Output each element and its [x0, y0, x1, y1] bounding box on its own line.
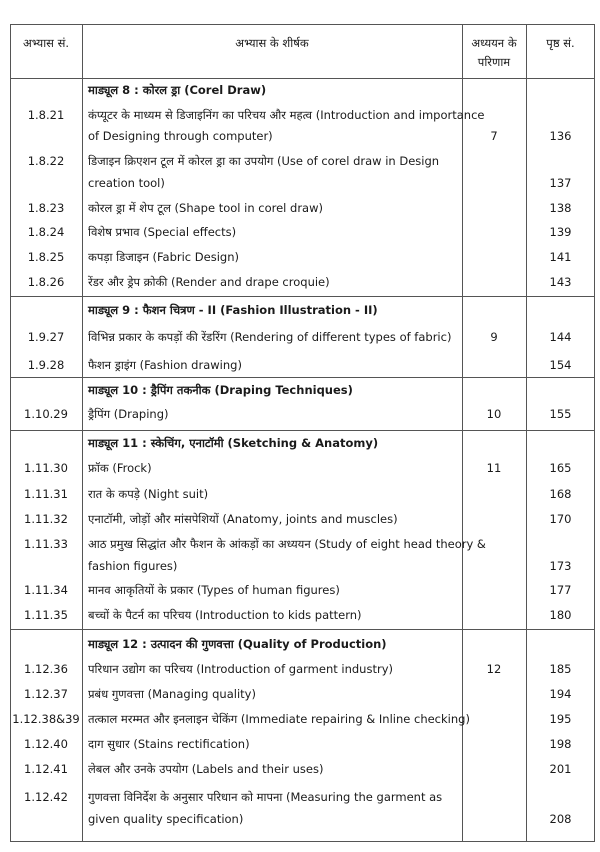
learning-outcome: 12	[486, 662, 502, 676]
exercise-number: 1.9.28	[27, 358, 65, 372]
page-number: 137	[549, 176, 572, 190]
header-exercise-no: अभ्यास सं.	[22, 36, 70, 50]
page-number: 136	[549, 129, 572, 143]
exercise-title: कोरल ड्रा में शेप टूल (Shape tool in corel draw)	[88, 201, 323, 215]
exercise-number: 1.12.40	[24, 737, 68, 751]
exercise-title: विशेष प्रभाव (Special effects)	[88, 225, 237, 239]
learning-outcome: 7	[490, 129, 498, 143]
module-heading: माड्यूल 8 : कोरल ड्रा (Corel Draw)	[88, 83, 267, 97]
header-learning-outcome: अध्ययन के	[471, 36, 517, 50]
exercise-number: 1.8.22	[27, 154, 65, 168]
exercise-title: आठ प्रमुख सिद्धांत और फैशन के आंकड़ों का अध्ययन (Study of eight head theory &	[88, 537, 486, 551]
exercise-title: लेबल और उनके उपयोग (Labels and their uses)	[88, 762, 324, 776]
exercise-title: मानव आकृतियों के प्रकार (Types of human figures)	[88, 583, 340, 597]
exercise-title-continued: fashion figures)	[88, 559, 178, 573]
exercise-number: 1.12.38&39	[12, 712, 80, 726]
header-exercise-title: अभ्यास के शीर्षक	[235, 36, 309, 50]
exercise-number: 1.8.23	[27, 201, 65, 215]
page-number: 180	[549, 608, 572, 622]
section-divider	[10, 430, 595, 431]
exercise-number: 1.11.34	[24, 583, 68, 597]
exercise-number: 1.12.36	[24, 662, 68, 676]
page-number: 155	[549, 407, 572, 421]
page-number: 198	[549, 737, 572, 751]
exercise-number: 1.8.21	[27, 108, 65, 122]
exercise-title: प्रबंध गुणवत्ता (Managing quality)	[88, 687, 256, 701]
exercise-title-continued: given quality specification)	[88, 812, 244, 826]
exercise-number: 1.11.30	[24, 461, 68, 475]
exercise-number: 1.12.42	[24, 790, 68, 804]
exercise-title: बच्चों के पैटर्न का परिचय (Introduction to kids pattern)	[88, 608, 362, 622]
page-number: 208	[549, 812, 572, 826]
exercise-number: 1.10.29	[24, 407, 68, 421]
exercise-title: रेंडर और ड्रेप क्रोकी (Render and drape croquie)	[88, 275, 330, 289]
page-number: 177	[549, 583, 572, 597]
page-number: 170	[549, 512, 572, 526]
learning-outcome: 10	[486, 407, 502, 421]
page-number: 144	[549, 330, 572, 344]
exercise-title-continued: of Designing through computer)	[88, 129, 273, 143]
page-number: 141	[549, 250, 572, 264]
section-divider	[10, 629, 595, 630]
page-number: 201	[549, 762, 572, 776]
exercise-title: दाग सुधार (Stains rectification)	[88, 737, 250, 751]
page-number: 154	[549, 358, 572, 372]
exercise-title: फ्रॉक (Frock)	[88, 461, 152, 475]
exercise-title: ड्रैपिंग (Draping)	[88, 407, 169, 421]
exercise-title: विभिन्न प्रकार के कपड़ों की रेंडरिंग (Rendering of different types of fabric)	[88, 330, 452, 344]
exercise-title: एनाटॉमी, जोड़ों और मांसपेशियों (Anatomy, joints and muscles)	[88, 512, 398, 526]
exercise-number: 1.8.25	[27, 250, 65, 264]
page-number: 139	[549, 225, 572, 239]
exercise-number: 1.9.27	[27, 330, 65, 344]
exercise-title: डिजाइन क्रिएशन टूल में कोरल ड्रा का उपयोग (Use of corel draw in Design	[88, 154, 440, 168]
page-number: 185	[549, 662, 572, 676]
exercise-number: 1.11.31	[24, 487, 68, 501]
page-number: 168	[549, 487, 572, 501]
exercise-title: रात के कपड़े (Night suit)	[88, 487, 209, 501]
exercise-number: 1.11.35	[24, 608, 68, 622]
section-divider	[10, 296, 595, 297]
page-number: 173	[549, 559, 572, 573]
module-heading: माड्यूल 11 : स्केचिंग, एनाटॉमी (Sketching & Anatomy)	[88, 436, 379, 450]
learning-outcome: 11	[486, 461, 502, 475]
exercise-title: परिधान उद्योग का परिचय (Introduction of garment industry)	[88, 662, 393, 676]
exercise-title: फैशन ड्राइंग (Fashion drawing)	[88, 358, 242, 372]
module-heading: माड्यूल 12 : उत्पादन की गुणवत्ता (Quality of Production)	[88, 637, 387, 651]
exercise-number: 1.8.26	[27, 275, 65, 289]
exercise-number: 1.12.41	[24, 762, 68, 776]
exercise-number: 1.12.37	[24, 687, 68, 701]
exercise-title: कपड़ा डिजाइन (Fabric Design)	[88, 250, 239, 264]
page-number: 138	[549, 201, 572, 215]
exercise-number: 1.11.32	[24, 512, 68, 526]
exercise-number: 1.11.33	[24, 537, 68, 551]
page-number: 194	[549, 687, 572, 701]
header-page-no: पृष्ठ सं.	[546, 36, 575, 50]
page-number: 195	[549, 712, 572, 726]
exercise-number: 1.8.24	[27, 225, 65, 239]
header-learning-outcome-line2: परिणाम	[477, 55, 511, 69]
page-number: 143	[549, 275, 572, 289]
learning-outcome: 9	[490, 330, 498, 344]
page-number: 165	[549, 461, 572, 475]
exercise-title-continued: creation tool)	[88, 176, 165, 190]
header-divider	[10, 78, 595, 79]
section-divider	[10, 377, 595, 378]
exercise-title: तत्काल मरम्मत और इनलाइन चेकिंग (Immediate repairing & Inline checking)	[88, 712, 470, 726]
module-heading: माड्यूल 10 : ड्रैपिंग तकनीक (Draping Techniques)	[88, 383, 353, 397]
exercise-title: गुणवत्ता विनिर्देश के अनुसार परिधान को मापना (Measuring the garment as	[88, 790, 443, 804]
module-heading: माड्यूल 9 : फैशन चित्रण - II (Fashion Illustration - II)	[88, 303, 378, 317]
exercise-title: कंप्यूटर के माध्यम से डिजाइनिंग का परिचय और महत्व (Introduction and importance	[88, 108, 485, 122]
